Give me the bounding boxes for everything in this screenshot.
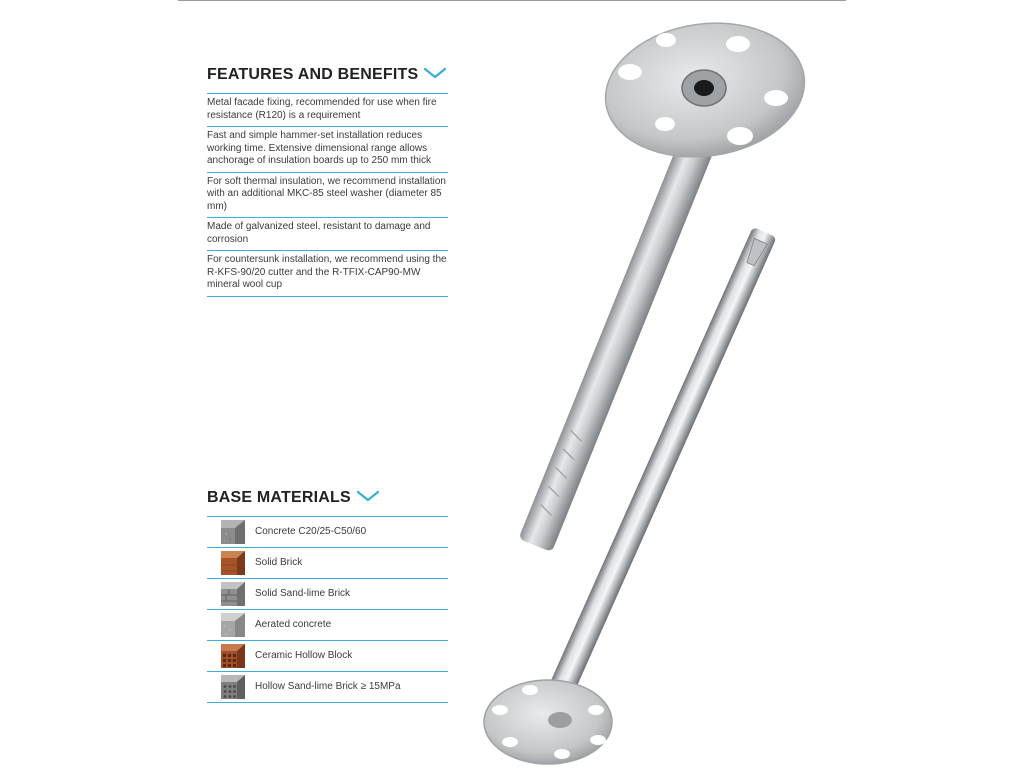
feature-item: Metal facade fixing, recommended for use when fire resistance (R120) is a requirement	[207, 93, 448, 126]
features-title: FEATURES AND BENEFITS	[207, 66, 419, 83]
materials-bottom-rule	[207, 702, 448, 703]
material-row	[207, 516, 448, 547]
feature-item: For countersunk installation, we recommend using the R-KFS-90/20 cutter and the R-TFIX-CAP90-MW mineral wool cup	[207, 250, 448, 296]
material-row	[207, 547, 448, 578]
features-list	[207, 93, 448, 297]
material-row	[207, 640, 448, 671]
material-label: Solid Brick	[255, 557, 303, 568]
feature-item: For soft thermal insulation, we recommend installation with an additional MKC-85 steel washer (diameter 85 mm)	[207, 172, 448, 218]
material-row	[207, 578, 448, 609]
anchor-washer-bottom	[484, 680, 612, 764]
chevron-down-icon[interactable]	[424, 66, 446, 84]
base-materials-heading	[207, 489, 379, 507]
top-divider	[178, 0, 846, 1]
feature-item: Made of galvanized steel, resistant to damage and corrosion	[207, 217, 448, 250]
material-row	[207, 671, 448, 702]
anchor-shaft-second	[550, 227, 777, 694]
material-label: Aerated concrete	[255, 619, 332, 630]
solid-brick-icon	[221, 551, 245, 575]
chevron-down-icon[interactable]	[357, 489, 379, 507]
material-label: Hollow Sand-lime Brick ≥ 15MPa	[255, 681, 401, 692]
material-label: Solid Sand-lime Brick	[255, 588, 351, 599]
anchor-washer-top	[597, 11, 813, 170]
anchor-shaft	[518, 131, 716, 552]
base-materials-title: BASE MATERIALS	[207, 489, 351, 506]
features-bottom-rule	[207, 296, 448, 297]
aerated-concrete-icon	[221, 613, 245, 637]
material-label: Ceramic Hollow Block	[255, 650, 353, 661]
material-row	[207, 609, 448, 640]
concrete-icon	[221, 520, 245, 544]
hollow-sand-lime-brick-icon	[221, 675, 245, 699]
material-label: Concrete C20/25-C50/60	[255, 526, 367, 537]
base-materials-list	[207, 516, 448, 703]
ceramic-hollow-block-icon	[221, 644, 245, 668]
features-heading	[207, 66, 446, 84]
sand-lime-brick-icon	[221, 582, 245, 606]
feature-item: Fast and simple hammer-set installation reduces working time. Extensive dimensional range allows anchorage of insulation boards up to 250 mm thick	[207, 126, 448, 172]
